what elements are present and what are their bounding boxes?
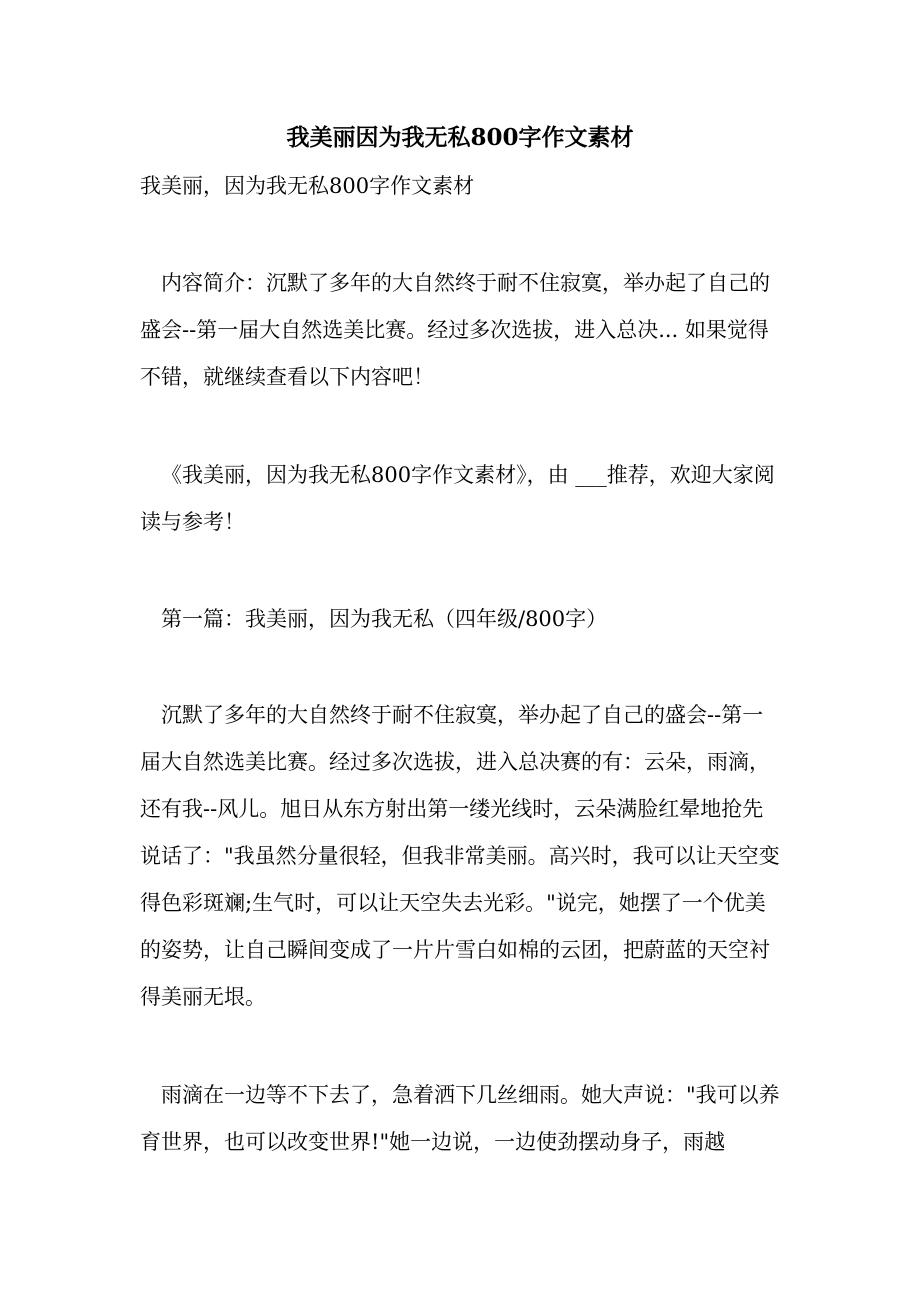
paragraph-section-heading: 第一篇：我美丽，因为我无私（四年级/800字） <box>161 607 608 631</box>
paragraph-body-1: 沉默了多年的大自然终于耐不住寂寞，举办起了自己的盛会--第一届大自然选美比赛。经过多次选拔，进入总决赛的有：云朵，雨滴，还有我--风儿。旭日从东方射出第一缕光线时，云朵满脸红晕地抢先说话了："我虽然分量很轻，但我非常美丽。高兴时，我可以让天空变得色彩斑斓;生气时，可以让天空失去光彩。"说完，她摆了一个优美的姿势，让自己瞬间变成了一片片雪白如棉的云团，把蔚蓝的天空衬得美丽无垠。 <box>140 703 780 1009</box>
paragraph-intro: 内容简介：沉默了多年的大自然终于耐不住寂寞，举办起了自己的盛会--第一届大自然选美比赛。经过多次选拔，进入总决... 如果觉得不错，就继续查看以下内容吧！ <box>140 271 770 389</box>
paragraph-body-2: 雨滴在一边等不下去了，急着洒下几丝细雨。她大声说："我可以养育世界，也可以改变世界!"她一边说，一边使劲摆动身子，雨越 <box>140 1083 780 1154</box>
paragraph-recommend: 《我美丽，因为我无私800字作文素材》，由 ___推荐，欢迎大家阅读与参考！ <box>140 463 775 534</box>
document-title: 我美丽因为我无私800字作文素材 <box>286 124 634 151</box>
document-subtitle: 我美丽，因为我无私800字作文素材 <box>140 174 475 198</box>
